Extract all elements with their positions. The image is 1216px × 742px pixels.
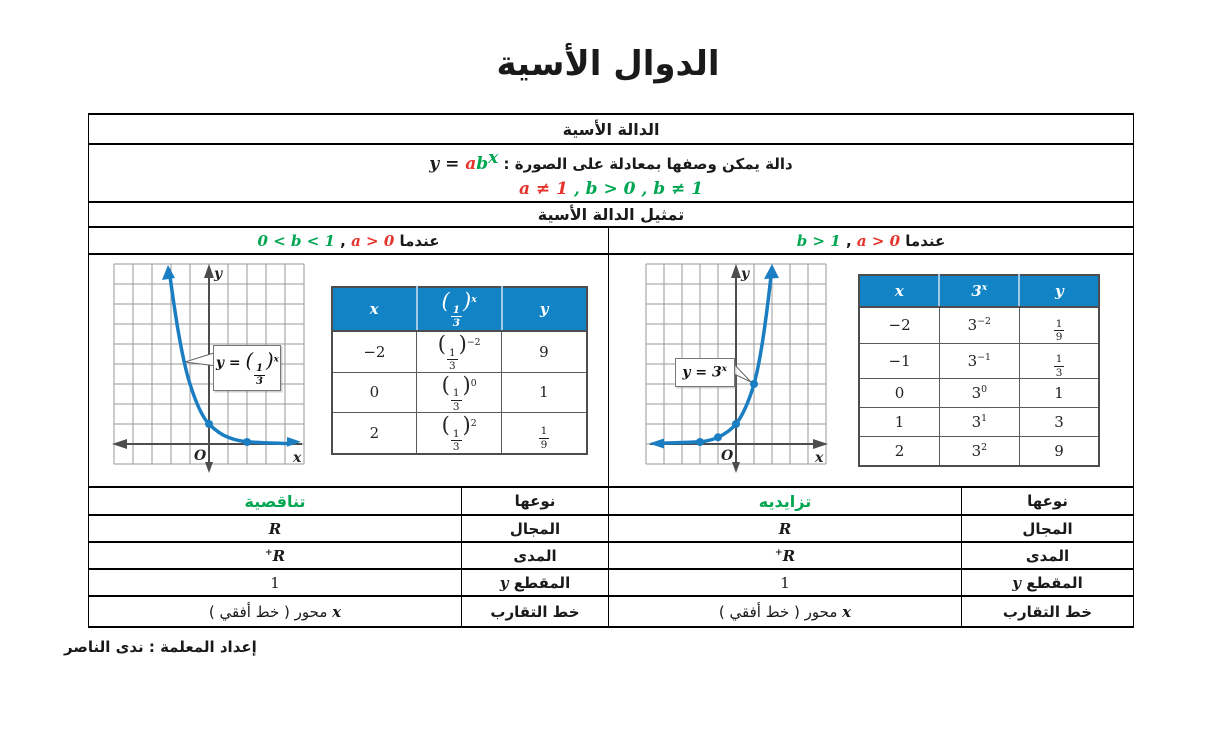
origin-label: O bbox=[194, 448, 207, 464]
definition-equation: دالة يمكن وصفها بمعادلة على الصورة : $y = ab^x$ bbox=[429, 148, 793, 174]
domain-value-increasing: R bbox=[609, 515, 962, 542]
asymptote-label-decreasing: خط التقارب bbox=[462, 596, 609, 627]
value-table-row bbox=[859, 379, 1099, 408]
value-table-row bbox=[332, 331, 587, 372]
origin-label: O bbox=[720, 448, 733, 464]
x-axis-label: x bbox=[293, 450, 302, 466]
value-table-header-row bbox=[332, 287, 587, 331]
value-cell: 3 bbox=[1019, 408, 1099, 437]
value-table-row bbox=[859, 408, 1099, 437]
value-cell: 0 bbox=[332, 372, 417, 413]
type-label-decreasing: نوعها bbox=[462, 487, 609, 515]
range-label-increasing: المدى bbox=[962, 542, 1134, 569]
value-cell: 0 bbox=[859, 379, 939, 408]
col-header-y: y bbox=[1019, 275, 1099, 307]
value-table-row bbox=[332, 372, 587, 413]
asymptote-value-increasing: x محور ( خط أفقي ) bbox=[609, 596, 962, 627]
value-cell: 9 bbox=[1019, 437, 1099, 467]
decreasing-panel-cell bbox=[89, 254, 609, 487]
y-axis-arrow-up bbox=[204, 264, 214, 278]
increasing-graph bbox=[642, 261, 830, 480]
value-cell: 1 bbox=[502, 372, 587, 413]
col-header-rule: 3$^x$ bbox=[939, 275, 1019, 307]
asymptote-label-increasing: خط التقارب bbox=[962, 596, 1134, 627]
value-cell: $3^{-2}$ bbox=[939, 307, 1019, 343]
value-table-row bbox=[859, 307, 1099, 343]
increasing-value-table bbox=[858, 274, 1100, 467]
intercept-label-increasing: المقطع y bbox=[962, 569, 1134, 596]
prepared-by-footer: إعداد المعلمة : ندى الناصر bbox=[64, 638, 257, 656]
domain-label-decreasing: المجال bbox=[462, 515, 609, 542]
value-cell: $3^1$ bbox=[939, 408, 1019, 437]
value-cell: $\frac{1}{9}$ bbox=[1019, 307, 1099, 343]
intercept-value-increasing: 1 bbox=[609, 569, 962, 596]
definition-cell bbox=[89, 144, 1134, 202]
value-cell: ( $\frac{1}{3}$ )$^2$ bbox=[417, 413, 502, 454]
when-increasing-cell: عندما a > 0 , b > 1 bbox=[609, 227, 1134, 254]
intercept-label-decreasing: المقطع y bbox=[462, 569, 609, 596]
value-cell: −1 bbox=[859, 343, 939, 379]
definition-conditions: a ≠ 1 , b > 0 , b ≠ 1 bbox=[518, 179, 704, 199]
value-table-row bbox=[859, 437, 1099, 467]
value-cell: −2 bbox=[859, 307, 939, 343]
col-header-x: x bbox=[859, 275, 939, 307]
value-cell: $\frac{1}{9}$ bbox=[502, 413, 587, 454]
value-cell: 2 bbox=[332, 413, 417, 454]
exponential-function-table bbox=[88, 113, 1134, 628]
value-cell: $\frac{1}{3}$ bbox=[1019, 343, 1099, 379]
value-cell: 2 bbox=[859, 437, 939, 467]
representation-header-cell: تمثيل الدالة الأسية bbox=[89, 202, 1134, 227]
value-table-header-row bbox=[859, 275, 1099, 307]
col-header-y: y bbox=[502, 287, 587, 331]
type-label-increasing: نوعها bbox=[962, 487, 1134, 515]
value-cell: 1 bbox=[1019, 379, 1099, 408]
type-value-decreasing: تناقصية bbox=[89, 487, 462, 515]
domain-label-increasing: المجال bbox=[962, 515, 1134, 542]
increasing-graph-svg bbox=[642, 261, 830, 476]
curve-equation-label: $y = 3^x$ bbox=[675, 358, 735, 387]
y-axis-label: y bbox=[214, 266, 223, 282]
value-cell: 9 bbox=[502, 331, 587, 372]
intercept-value-decreasing: 1 bbox=[89, 569, 462, 596]
x-axis-label: x bbox=[814, 450, 824, 466]
increasing-panel-cell bbox=[609, 254, 1134, 487]
value-cell: $3^0$ bbox=[939, 379, 1019, 408]
value-table-row bbox=[859, 343, 1099, 379]
y-axis-label: y bbox=[740, 266, 749, 282]
table-title-cell: الدالة الأسية bbox=[89, 114, 1134, 144]
decreasing-graph-svg bbox=[109, 261, 314, 476]
value-cell: ( $\frac{1}{3}$ )$^0$ bbox=[417, 372, 502, 413]
y-axis-arrow-up bbox=[731, 264, 741, 278]
decreasing-value-table bbox=[331, 286, 588, 455]
asymptote-value-decreasing: x محور ( خط أفقي ) bbox=[89, 596, 462, 627]
when-decreasing-cell: عندما a > 0 , 0 < b < 1 bbox=[89, 227, 609, 254]
col-header-rule: ( $\frac{1}{3}$ )$^x$ bbox=[417, 287, 502, 331]
range-value-increasing: R+ bbox=[609, 542, 962, 569]
range-label-decreasing: المدى bbox=[462, 542, 609, 569]
range-value-decreasing: R+ bbox=[89, 542, 462, 569]
page-title: الدوال الأسية bbox=[496, 44, 720, 84]
value-table-row bbox=[332, 413, 587, 454]
curve-equation-label: y = ( $\frac{1}{3}$ )$^x$ bbox=[213, 345, 281, 391]
col-header-x: x bbox=[332, 287, 417, 331]
type-value-increasing: تزايديه bbox=[609, 487, 962, 515]
domain-value-decreasing: R bbox=[89, 515, 462, 542]
value-cell: $3^2$ bbox=[939, 437, 1019, 467]
decreasing-graph bbox=[109, 261, 314, 480]
value-cell: ( $\frac{1}{3}$ )$^{-2}$ bbox=[417, 331, 502, 372]
value-cell: 1 bbox=[859, 408, 939, 437]
data-point-dots bbox=[696, 380, 758, 446]
value-cell: −2 bbox=[332, 331, 417, 372]
value-cell: $3^{-1}$ bbox=[939, 343, 1019, 379]
